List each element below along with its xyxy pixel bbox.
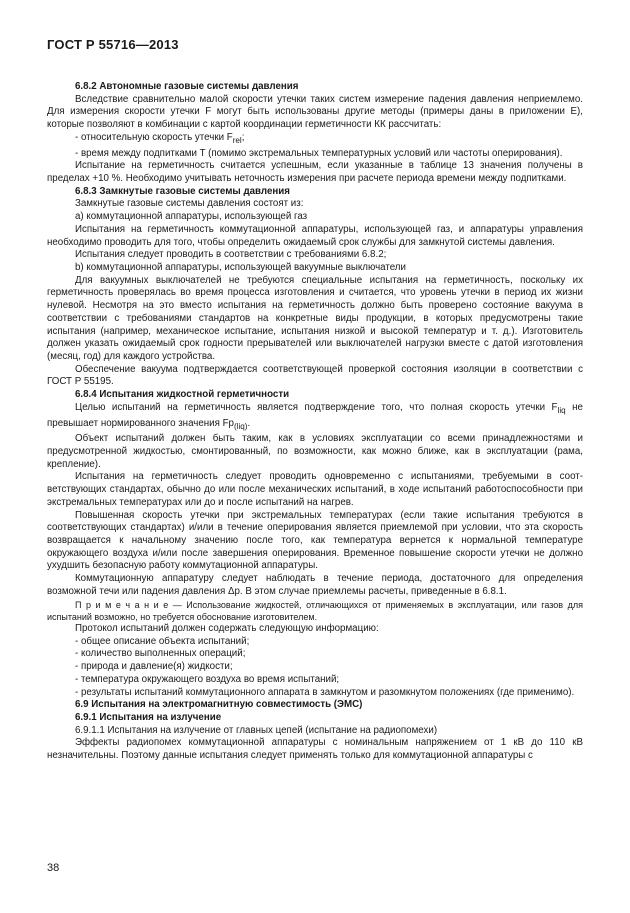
page-body xyxy=(47,81,583,763)
document-header: ГОСТ Р 55716—2013 xyxy=(47,37,179,52)
list-item: - количество выполненных операций; xyxy=(75,648,246,660)
section-heading-6-9-1: 6.9.1 Испытания на излучение xyxy=(75,712,222,723)
paragraph: Испытания следует проводить в соответствии с требованиями 6.8.2; xyxy=(75,249,387,261)
list-item: - результаты испытаний коммутационного аппарата в замкнутом и разомкнутом положениях (где применимо). xyxy=(75,686,575,698)
note-label: П р и м е ч а н и е xyxy=(75,599,169,610)
list-item: а) коммутационной аппаратуры, использующей газ xyxy=(75,211,308,223)
section-heading-6-8-4: 6.8.4 Испытания жидкостной герметичности xyxy=(75,389,290,401)
paragraph: Протокол испытаний должен содержать следующую информацию: xyxy=(75,622,379,634)
section-heading-6-8-3: 6.8.3 Замкнутые газовые системы давления xyxy=(75,185,290,197)
list-item: - температура окружающего воздуха во время испытаний; xyxy=(75,673,340,685)
paragraph: Вследствие сравнительно малой скорости утечки таких систем измерение падения давления неприемлемо. Для измерения скорости утечки F могут быть использованы другие методы (примеры даны в приложении Е), которые позволяют в комбинации с картой координации герметичности КК рассчитать: xyxy=(47,93,583,131)
section-heading-6-9: 6.9 Испытания на электромагнитную совместимость (ЭМС) xyxy=(75,699,363,711)
list-item: - время между подпитками T (помимо экстремальных температурных условий или частоты оперирования). xyxy=(75,147,563,159)
subscript: rel xyxy=(232,135,242,145)
paragraph: Испытания на герметичность коммутационной аппаратуры, использующей газ, и аппаратуры управления необходимо проводить для того, чтобы определить ожидаемый срок службы для замкнутой системы давления. xyxy=(47,223,583,248)
paragraph: Эффекты радиопомех коммутационной аппаратуры с номинальным напряжением от 1 кВ до 110 кВ незначительны. Поэтому данные испытания следует применять только для коммутационной аппаратуры с xyxy=(47,737,583,762)
paragraph: Замкнутые газовые системы давления состоят из: xyxy=(75,198,304,210)
subscript: liq xyxy=(557,405,566,415)
section-heading-6-8-2: 6.8.2 Автономные газовые системы давления xyxy=(75,81,299,92)
paragraph: Повышенная скорость утечки при экстремальных температурах (если такие испытания требуются в соответствующих стандартах) и/или в течение оперирования является приемлемой при условии, что эта скорость возвращается к начальному значению после того, как температура вернется к нормальной температуре окружающего воздуха и/или после завершения оперирования. Временное повышение скорости утечки не должно ухудшить безопасную работу коммутационной аппаратуры. xyxy=(47,509,583,572)
paragraph: Обеспечение вакуума подтверждается соответствующей проверкой состояния изоляции в соответствии с ГОСТ Р 55195. xyxy=(47,363,583,388)
paragraph: Объект испытаний должен быть таким, как в условиях эксплуатации со всеми принадлежностями и предусмотренной жидкостью, смонтированный, по возможности, как можно ближе, как в эксплуатации (рама, крепление). xyxy=(47,433,583,470)
paragraph: 6.9.1.1 Испытания на излучение от главных цепей (испытание на радиопомехи) xyxy=(75,724,438,736)
paragraph: Целью испытаний на герметичность является подтверждение того, что полная скорость утечки $F_{liq}$ не превышает нормированного значения $Fp_{(liq)}$. xyxy=(47,401,583,431)
list-item: - относительную скорость утечки $F_{rel}$; xyxy=(75,131,245,145)
paragraph: Коммутационную аппаратуру следует наблюдать в течение периода, достаточного для определения возможной течи или падения давления Δp. В этом случае приемлемы расчеты, приведенные в 6.8.1. xyxy=(47,573,583,597)
subscript: (liq) xyxy=(233,421,248,431)
paragraph: Испытания на герметичность следует проводить одновременно с испытаниями, требуемыми в соответствующих стандартах, обычно до или после механических испытаний, в ходе испытаний работоспособности при экстремальных температурах или до и после испытаний на нагрев. xyxy=(47,471,583,508)
list-item: - природа и давление(я) жидкости; xyxy=(75,661,233,673)
list-item: b) коммутационной аппаратуры, использующей вакуумные выключатели xyxy=(75,262,406,273)
list-item: - общее описание объекта испытаний; xyxy=(75,635,250,647)
page-number: 38 xyxy=(47,862,60,874)
paragraph: Для вакуумных выключателей не требуются специальные испытания на герметичность, поскольку их герметичность проверялась во время процесса изготовления и считается, что уровень утечки в период их жизни нулевой. Несмотря на это вместо испытания на герметичность должно быть проверено состояние вакуума в соответствии с требованиями стандартов на конкретные виды продукции, в которых предусмотрены такие испытания (например, механическое испытание, испытания низкой и высокой температур и т. д.). Изготовитель должен указать ожидаемый срок годности прерывателей или выключателей нагрузки вместе с датой изготовления (месяц, год) для каждого устройства. xyxy=(47,274,583,363)
paragraph: Испытание на герметичность считается успешным, если указанные в таблице 13 значения получены в пределах +10 %. Необходимо учитывать неточность измерения при расчете периода времени между подпитками. xyxy=(47,160,583,184)
note: П р и м е ч а н и е — Использование жидкостей, отличающихся от применяемых в эксплуатации, или газов для испытаний возможно, но требуется обоснование изготовителем. xyxy=(47,599,583,622)
